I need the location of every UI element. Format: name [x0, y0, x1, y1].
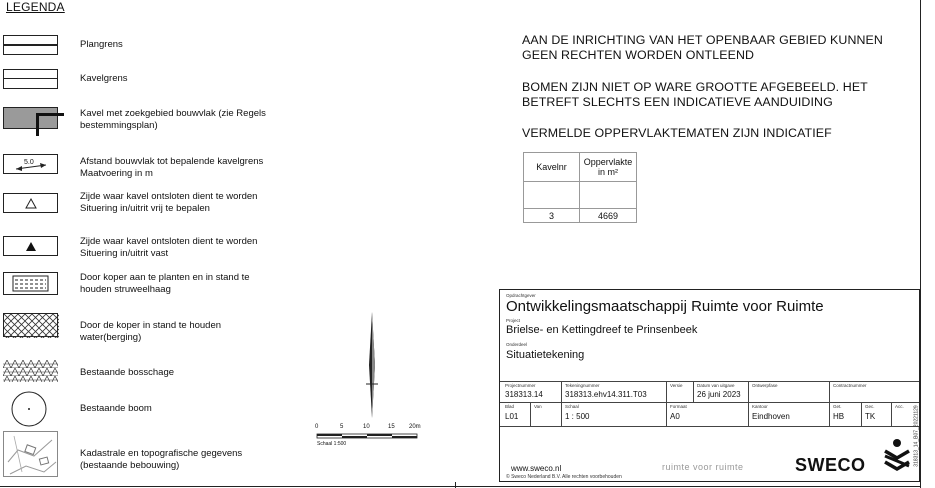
website: www.sweco.nl	[511, 464, 562, 473]
datum-label: Datum van uitgave	[697, 383, 735, 388]
kavel-header-nr: Kavelnr	[524, 153, 580, 182]
legend-label-afstand: Afstand bouwvlak tot bepalende kavelgrens Maatvoering in m	[80, 156, 264, 179]
notice-bomen: BOMEN ZIJN NIET OP WARE GROOTTE AFGEBEELD. HET BETREFT SLECHTS EEN INDICATIEVE AANDUIDING	[522, 80, 868, 109]
legend-title: LEGENDA	[6, 0, 65, 14]
legend-label-ontsluiting-vrij: Zijde waar kavel ontsloten dient te worden Situering in/uitrit vrij te bepalen	[80, 191, 258, 214]
scale-caption: Schaal 1:500	[317, 441, 347, 447]
project-label: Project	[506, 318, 521, 323]
copyright: © Sweco Nederland B.V. Alle rechten voorbehouden	[506, 474, 622, 480]
kantoor-label: Kantoor	[752, 404, 768, 409]
schaal-value: 1 : 500	[565, 412, 590, 421]
kavel-table	[523, 152, 637, 223]
project-name: Brielse- en Kettingdreef te Prinsenbeek	[506, 324, 698, 336]
legend-label-bosschage: Bestaande bosschage	[80, 367, 175, 378]
title-block	[499, 289, 920, 482]
legend-label-struweelhaag: Door koper aan te planten en in stand te houden struweelhaag	[80, 272, 250, 295]
kavelgrens-symbol	[3, 69, 58, 89]
blad-label: Blad	[505, 404, 515, 409]
formaat-value: A0	[670, 412, 680, 421]
part-name: Situatietekening	[506, 349, 585, 361]
schaal-label: Schaal	[565, 404, 579, 409]
scale-tick-15: 15	[388, 424, 395, 430]
gec-value: TK	[865, 412, 876, 421]
frame-line-bottom	[0, 486, 920, 487]
legend-label-kavelgrens: Kavelgrens	[80, 73, 128, 84]
scale-tick-0: 0	[315, 424, 319, 430]
legend-label-plangrens: Plangrens	[80, 39, 123, 50]
zoekgebied-symbol	[3, 107, 58, 129]
kadastraal-symbol	[3, 431, 58, 477]
acc-label: Acc.	[895, 404, 904, 409]
side-code	[913, 395, 934, 480]
frame-tick-bottom	[455, 482, 456, 488]
legend-label-zoekgebied: Kavel met zoekgebied bouwvlak (zie Regels bestemmingsplan)	[80, 108, 266, 131]
afstand-value: 5.0	[24, 159, 34, 166]
projectnummer-value: 318313.14	[505, 390, 543, 399]
datum-value: 26 juni 2023	[697, 390, 741, 399]
legend-label-water: Door de koper in stand te houden water(berging)	[80, 320, 222, 343]
tb-divider-1	[500, 381, 919, 382]
notice-oppervlakte: VERMELDE OPPERVLAKTEMATEN ZIJN INDICATIEF	[522, 126, 832, 140]
sweco-mark-icon	[882, 438, 912, 474]
notice-rechten: AAN DE INRICHTING VAN HET OPENBAAR GEBIED KUNNEN GEEN RECHTEN WORDEN ONTLEEND	[522, 33, 883, 62]
van-label: Van	[534, 404, 542, 409]
scale-tick-5: 5	[340, 424, 344, 430]
legend-label-kadastraal: Kadastrale en topografische gegevens (bestaande bebouwing)	[80, 448, 243, 471]
client-name: Ontwikkelingsmaatschappij Ruimte voor Ruimte	[506, 298, 824, 315]
ontsluiting-vrij-symbol	[3, 193, 58, 213]
scale-bar	[312, 424, 422, 450]
client-label: Opdrachtgever	[506, 293, 536, 298]
blad-value: L01	[505, 412, 519, 421]
kavel-header-opp: Oppervlakte in m²	[580, 153, 637, 182]
kavel-row-opp: 4669	[580, 209, 637, 223]
formaat-label: Formaat	[670, 404, 687, 409]
contractnummer-label: Contractnummer	[833, 383, 867, 388]
projectnummer-label: Projectnummer	[505, 383, 536, 388]
scale-tick-20: 20m	[409, 424, 421, 430]
tekeningnummer-value: 318313.ehv14.311.T03	[565, 390, 647, 399]
bosschage-symbol	[3, 360, 58, 382]
legend-label-ontsluiting-vast: Zijde waar kavel ontsloten dient te worden Situering in/uitrit vast	[80, 236, 258, 259]
plangrens-symbol	[3, 35, 58, 55]
ontsluiting-vast-symbol	[3, 236, 58, 256]
struweelhaag-symbol	[3, 272, 58, 295]
side-code-text: 318313_14_B07_20221129	[913, 405, 920, 467]
tekeningnummer-label: Tekeningnummer	[565, 383, 600, 388]
ontwerpfase-label: Ontwerpfase	[752, 383, 778, 388]
north-arrow	[362, 310, 382, 420]
sweco-logo: SWECO	[795, 455, 866, 475]
slogan: ruimte voor ruimte	[662, 462, 744, 472]
get-label: Get.	[833, 404, 842, 409]
tb-divider-3	[500, 426, 919, 427]
tb-divider-2	[500, 402, 919, 403]
legend-label-boom: Bestaande boom	[80, 403, 152, 414]
kantoor-value: Eindhoven	[752, 412, 790, 421]
frame-line-right	[920, 0, 921, 488]
afstand-symbol	[3, 154, 58, 174]
water-symbol	[3, 313, 58, 337]
kavel-row-nr: 3	[524, 209, 580, 223]
scale-tick-10: 10	[363, 424, 370, 430]
versie-label: Versie	[670, 383, 683, 388]
part-label: Onderdeel	[506, 342, 528, 347]
boom-symbol	[10, 390, 48, 428]
get-value: HB	[833, 412, 845, 421]
gec-label: Gec.	[865, 404, 875, 409]
